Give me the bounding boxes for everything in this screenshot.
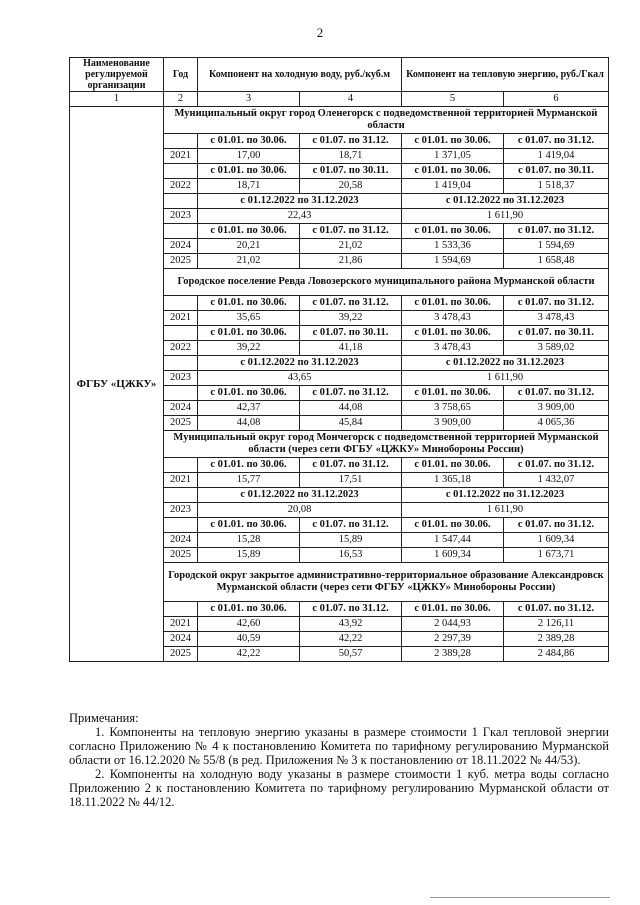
value-cell: 21,02 — [300, 239, 402, 254]
value-cell: 21,86 — [300, 254, 402, 269]
year-cell — [164, 518, 198, 533]
value-cell: 44,08 — [198, 416, 300, 431]
value-cell: 3 909,00 — [504, 401, 609, 416]
header-year: Год — [164, 58, 198, 92]
period-cell: с 01.01. по 30.06. — [198, 458, 300, 473]
value-cell: 1 432,07 — [504, 473, 609, 488]
year-cell: 2024 — [164, 533, 198, 548]
value-cell: 15,89 — [300, 533, 402, 548]
value-cell: 42,37 — [198, 401, 300, 416]
period-cell: с 01.01. по 30.06. — [198, 134, 300, 149]
value-cell: 45,84 — [300, 416, 402, 431]
value-cell: 39,22 — [300, 311, 402, 326]
period-cell: с 01.07. по 31.12. — [504, 458, 609, 473]
value-cell: 18,71 — [300, 149, 402, 164]
period-cell: с 01.07. по 31.12. — [300, 458, 402, 473]
period-cell: с 01.12.2022 по 31.12.2023 — [402, 488, 609, 503]
period-cell: с 01.07. по 31.12. — [504, 518, 609, 533]
period-cell: с 01.01. по 30.06. — [198, 164, 300, 179]
period-cell: с 01.01. по 30.06. — [198, 518, 300, 533]
period-cell: с 01.07. по 30.11. — [300, 326, 402, 341]
year-cell — [164, 602, 198, 617]
period-cell: с 01.12.2022 по 31.12.2023 — [198, 356, 402, 371]
value-cell: 1 371,05 — [402, 149, 504, 164]
year-cell: 2021 — [164, 617, 198, 632]
year-cell: 2023 — [164, 209, 198, 224]
period-cell: с 01.07. по 30.11. — [504, 326, 609, 341]
period-cell: с 01.01. по 30.06. — [402, 296, 504, 311]
value-cell: 50,57 — [300, 647, 402, 662]
year-cell — [164, 326, 198, 341]
value-cell: 1 365,18 — [402, 473, 504, 488]
period-cell: с 01.07. по 31.12. — [300, 296, 402, 311]
column-number: 5 — [402, 92, 504, 107]
value-cell: 2 297,39 — [402, 632, 504, 647]
period-cell: с 01.12.2022 по 31.12.2023 — [198, 488, 402, 503]
value-cell: 2 389,28 — [504, 632, 609, 647]
column-number: 1 — [70, 92, 164, 107]
value-cell: 39,22 — [198, 341, 300, 356]
year-cell: 2021 — [164, 311, 198, 326]
column-number: 4 — [300, 92, 402, 107]
period-cell: с 01.07. по 31.12. — [300, 602, 402, 617]
value-cell: 1 673,71 — [504, 548, 609, 563]
value-cell: 3 589,02 — [504, 341, 609, 356]
value-cell: 41,18 — [300, 341, 402, 356]
organization-name: ФГБУ «ЦЖКУ» — [70, 107, 164, 662]
value-cell: 17,51 — [300, 473, 402, 488]
value-cell: 35,65 — [198, 311, 300, 326]
year-cell — [164, 458, 198, 473]
value-cell: 40,59 — [198, 632, 300, 647]
section-title-row — [70, 107, 609, 134]
value-cell: 1 611,90 — [402, 371, 609, 386]
value-cell: 3 478,43 — [402, 311, 504, 326]
value-cell: 42,22 — [198, 647, 300, 662]
footer-rule — [430, 897, 610, 898]
page-number: 2 — [316, 25, 324, 40]
value-cell: 44,08 — [300, 401, 402, 416]
value-cell: 1 533,36 — [402, 239, 504, 254]
value-cell: 1 594,69 — [402, 254, 504, 269]
period-cell: с 01.07. по 31.12. — [300, 386, 402, 401]
value-cell: 1 419,04 — [504, 149, 609, 164]
value-cell: 15,89 — [198, 548, 300, 563]
period-cell: с 01.12.2022 по 31.12.2023 — [402, 194, 609, 209]
year-cell — [164, 164, 198, 179]
year-cell: 2025 — [164, 254, 198, 269]
value-cell: 1 658,48 — [504, 254, 609, 269]
value-cell: 2 484,86 — [504, 647, 609, 662]
year-cell — [164, 356, 198, 371]
value-cell: 18,71 — [198, 179, 300, 194]
value-cell: 1 419,04 — [402, 179, 504, 194]
year-cell: 2024 — [164, 239, 198, 254]
period-cell: с 01.07. по 30.11. — [504, 164, 609, 179]
period-cell: с 01.01. по 30.06. — [402, 602, 504, 617]
value-cell: 22,43 — [198, 209, 402, 224]
column-number: 6 — [504, 92, 609, 107]
tariff-table — [69, 57, 609, 662]
column-number-row — [70, 92, 609, 107]
year-cell: 2022 — [164, 341, 198, 356]
period-cell: с 01.07. по 30.11. — [300, 164, 402, 179]
value-cell: 1 611,90 — [402, 503, 609, 518]
period-cell: с 01.07. по 31.12. — [504, 224, 609, 239]
value-cell: 3 909,00 — [402, 416, 504, 431]
period-cell: с 01.01. по 30.06. — [402, 224, 504, 239]
note-item: 1. Компоненты на тепловую энергию указаны в размере стоимости 1 Гкал тепловой энергии согласно Приложению № 4 к постановлению Комитета по тарифному регулированию Мурманской области от 16.12.2020 № 55/8 (в ред. Приложения № 3 к постановлению от 18.11.2022 № 44/53). — [69, 725, 609, 767]
period-cell: с 01.01. по 30.06. — [402, 164, 504, 179]
period-cell: с 01.01. по 30.06. — [402, 326, 504, 341]
year-cell — [164, 386, 198, 401]
section-title: Городское поселение Ревда Ловозерского муниципального района Мурманской области — [164, 269, 609, 296]
year-cell: 2021 — [164, 473, 198, 488]
notes-label: Примечания: — [69, 711, 139, 725]
period-cell: с 01.01. по 30.06. — [402, 458, 504, 473]
value-cell: 17,00 — [198, 149, 300, 164]
period-cell: с 01.01. по 30.06. — [198, 326, 300, 341]
value-cell: 1 594,69 — [504, 239, 609, 254]
header-heat-energy: Компонент на тепловую энергию, руб./Гкал — [402, 58, 609, 92]
year-cell: 2022 — [164, 179, 198, 194]
period-cell: с 01.07. по 31.12. — [504, 296, 609, 311]
value-cell: 1 547,44 — [402, 533, 504, 548]
value-cell: 16,53 — [300, 548, 402, 563]
period-cell: с 01.01. по 30.06. — [402, 518, 504, 533]
year-cell: 2024 — [164, 632, 198, 647]
year-cell: 2025 — [164, 416, 198, 431]
period-cell: с 01.12.2022 по 31.12.2023 — [402, 356, 609, 371]
value-cell: 1 518,37 — [504, 179, 609, 194]
value-cell: 42,60 — [198, 617, 300, 632]
value-cell: 21,02 — [198, 254, 300, 269]
value-cell: 43,65 — [198, 371, 402, 386]
period-cell: с 01.01. по 30.06. — [198, 386, 300, 401]
period-cell: с 01.12.2022 по 31.12.2023 — [198, 194, 402, 209]
value-cell: 15,28 — [198, 533, 300, 548]
year-cell: 2024 — [164, 401, 198, 416]
period-cell: с 01.07. по 31.12. — [300, 224, 402, 239]
value-cell: 15,77 — [198, 473, 300, 488]
period-cell: с 01.07. по 31.12. — [504, 602, 609, 617]
period-cell: с 01.01. по 30.06. — [198, 602, 300, 617]
section-title: Городской округ закрытое административно-территориальное образование Александровск Мурманской области (через сети ФГБУ «ЦЖКУ» Минобороны России) — [164, 563, 609, 602]
year-cell — [164, 224, 198, 239]
period-cell: с 01.07. по 31.12. — [504, 386, 609, 401]
value-cell: 20,08 — [198, 503, 402, 518]
period-cell: с 01.07. по 31.12. — [300, 518, 402, 533]
year-cell — [164, 488, 198, 503]
value-cell: 1 609,34 — [402, 548, 504, 563]
value-cell: 2 389,28 — [402, 647, 504, 662]
value-cell: 43,92 — [300, 617, 402, 632]
value-cell: 2 044,93 — [402, 617, 504, 632]
value-cell: 3 478,43 — [402, 341, 504, 356]
year-cell — [164, 296, 198, 311]
period-cell: с 01.01. по 30.06. — [402, 386, 504, 401]
year-cell — [164, 194, 198, 209]
year-cell: 2025 — [164, 548, 198, 563]
year-cell: 2023 — [164, 371, 198, 386]
section-title: Муниципальный округ город Оленегорск с подведомственной территорией Мурманской области — [164, 107, 609, 134]
period-cell: с 01.01. по 30.06. — [198, 224, 300, 239]
value-cell: 3 478,43 — [504, 311, 609, 326]
value-cell: 1 611,90 — [402, 209, 609, 224]
period-cell: с 01.01. по 30.06. — [402, 134, 504, 149]
value-cell: 4 065,36 — [504, 416, 609, 431]
column-number: 2 — [164, 92, 198, 107]
section-title: Муниципальный округ город Мончегорск с подведомственной территорией Мурманской области (через сети ФГБУ «ЦЖКУ» Минобороны России) — [164, 431, 609, 458]
period-cell: с 01.01. по 30.06. — [198, 296, 300, 311]
header-org: Наименование регулируемой организации — [70, 58, 164, 92]
header-cold-water: Компонент на холодную воду, руб./куб.м — [198, 58, 402, 92]
year-cell: 2025 — [164, 647, 198, 662]
value-cell: 42,22 — [300, 632, 402, 647]
year-cell — [164, 134, 198, 149]
note-item: 2. Компоненты на холодную воду указаны в размере стоимости 1 куб. метра воды согласно Приложению 2 к постановлению Комитета по тарифному регулированию Мурманской области от 18.11.2022 № 44/12. — [69, 767, 609, 809]
year-cell: 2023 — [164, 503, 198, 518]
period-cell: с 01.07. по 31.12. — [504, 134, 609, 149]
column-number: 3 — [198, 92, 300, 107]
period-cell: с 01.07. по 31.12. — [300, 134, 402, 149]
value-cell: 2 126,11 — [504, 617, 609, 632]
value-cell: 1 609,34 — [504, 533, 609, 548]
year-cell: 2021 — [164, 149, 198, 164]
value-cell: 20,58 — [300, 179, 402, 194]
notes — [69, 711, 609, 809]
value-cell: 20,21 — [198, 239, 300, 254]
value-cell: 3 758,65 — [402, 401, 504, 416]
header-row — [70, 58, 609, 92]
